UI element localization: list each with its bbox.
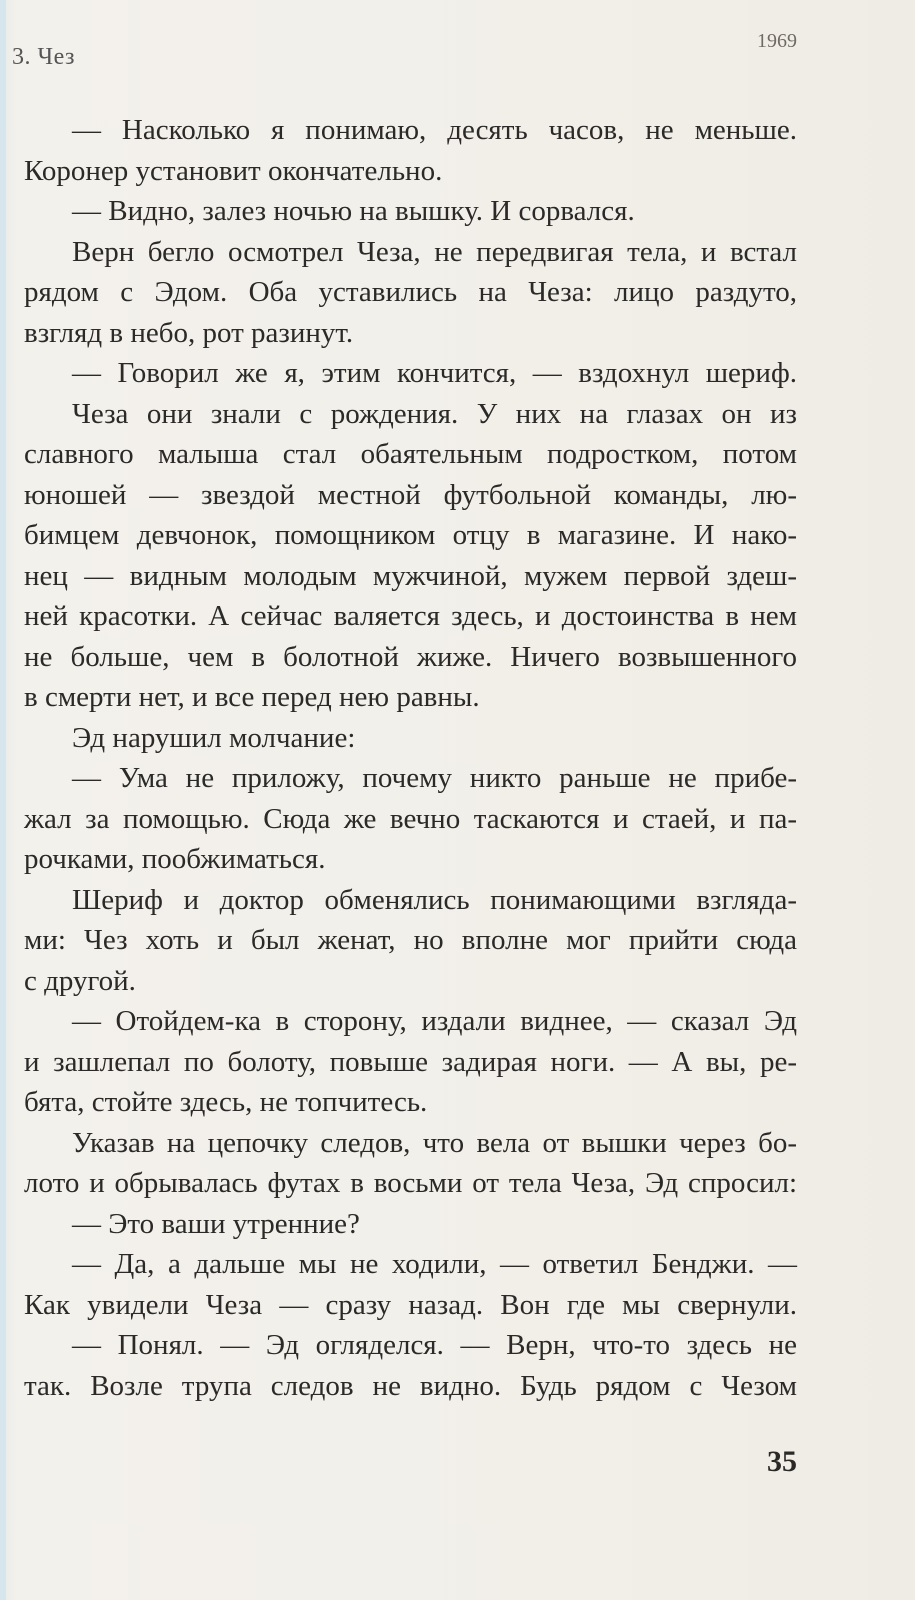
text-line: Эд нарушил молчание: [72, 721, 356, 754]
text-line: юношей — звездой местной футбольной команды, лю- [24, 478, 797, 511]
text-line: не больше, чем в болотной жиже. Ничего возвышенного [24, 640, 797, 673]
text-line: лото и обрывалась футах в восьми от тела Чеза, Эд спросил: [24, 1167, 797, 1199]
text-line: Шериф и доктор обменялись понимающими взгляда- [72, 883, 797, 916]
text-line: и зашлепал по болоту, повыше задирая ноги. — А вы, ре- [24, 1045, 797, 1078]
text-line: Чеза они знали с рождения. У них на глазах он из [72, 397, 797, 430]
text-line: — Говорил же я, этим кончится, — вздохнул шериф. [72, 357, 797, 389]
text-line: — Да, а дальше мы не ходили, — ответил Бенджи. — [72, 1248, 797, 1280]
text-line: жал за помощью. Сюда же вечно таскаются и стаей, и па- [24, 802, 797, 835]
page-number: 35 [767, 1445, 797, 1478]
text-line: — Ума не приложу, почему никто раньше не прибе- [72, 762, 797, 794]
show-through-header: 1969 [757, 30, 797, 52]
text-line: ми: Чез хоть и был женат, но вполне мог прийти сюда [24, 924, 797, 956]
text-line: нец — видным молодым мужчиной, мужем первой здеш- [24, 559, 797, 592]
text-line: Верн бегло осмотрел Чеза, не передвигая тела, и встал [72, 235, 797, 268]
text-line: — Понял. — Эд огляделся. — Верн, что-то здесь не [72, 1329, 797, 1361]
text-line: — Насколько я понимаю, десять часов, не меньше. [72, 114, 797, 146]
text-line: бята, стойте здесь, не топчитесь. [24, 1086, 428, 1118]
text-line: с другой. [24, 964, 136, 997]
text-line: ней красотки. А сейчас валяется здесь, и достоинства в нем [24, 600, 797, 632]
text-line: Коронер установит окончательно. [24, 154, 443, 187]
text-line: — Это ваши утренние? [72, 1207, 360, 1240]
text-line: славного малыша стал обаятельным подростком, потом [24, 438, 797, 470]
running-head: 3. Чез [12, 44, 76, 70]
text-line: в смерти нет, и все перед нею равны. [24, 681, 480, 713]
text-line: — Видно, залез ночью на вышку. И сорвался. [72, 195, 635, 227]
text-line: рядом с Эдом. Оба уставились на Чеза: лицо раздуто, [24, 276, 797, 308]
text-line: взгляд в небо, рот разинут. [24, 316, 354, 349]
text-line: Как увидели Чеза — сразу назад. Вон где мы свернули. [24, 1288, 797, 1321]
text-line: так. Возле трупа следов не видно. Будь рядом с Чезом [24, 1369, 797, 1402]
text-line: бимцем девчонок, помощником отцу в магазине. И нако- [24, 519, 797, 551]
body-text [24, 110, 797, 1406]
text-line: рочками, пообжиматься. [24, 843, 326, 875]
text-line: Указав на цепочку следов, что вела от вышки через бо- [72, 1126, 797, 1159]
text-line: — Отойдем-ка в сторону, издали виднее, — сказал Эд [72, 1005, 797, 1037]
